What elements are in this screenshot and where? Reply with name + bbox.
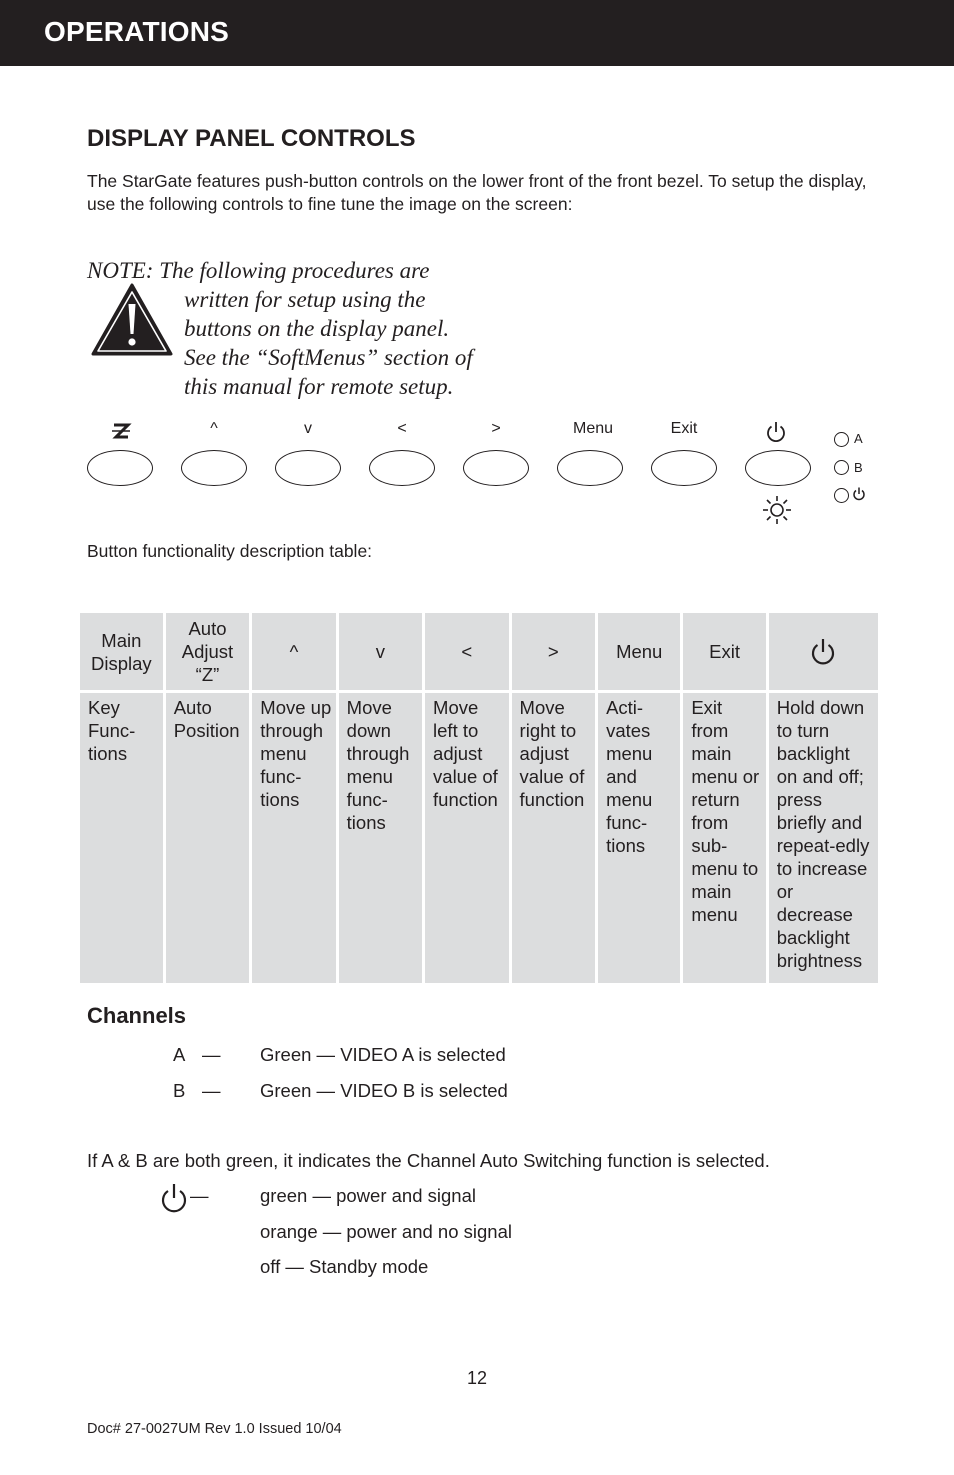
section-title: DISPLAY PANEL CONTROLS (87, 125, 416, 152)
power-status-line: green — power and signal (260, 1185, 476, 1206)
table-cell: Hold down to turn backlight on and off; press briefly and repeat-edly to increase or decrease backlight brightness (769, 693, 878, 983)
table-cell: Auto Position (166, 693, 250, 983)
table-cell: Move down through menu func-tions (339, 693, 422, 983)
header-bar (0, 0, 954, 66)
table-header-cell: Exit (683, 613, 765, 690)
left-button[interactable] (369, 450, 435, 486)
channel-key: A (173, 1044, 186, 1065)
power-button[interactable] (745, 450, 811, 486)
note-line: NOTE: The following procedures are (87, 258, 430, 283)
channel-dash: — (202, 1080, 221, 1101)
note-line: this manual for remote setup. (184, 374, 454, 399)
note-line: buttons on the display panel. (184, 316, 450, 341)
power-icon (160, 1182, 188, 1214)
brightness-icon (762, 495, 792, 525)
led-power (834, 488, 849, 503)
table-cell: Key Func-tions (80, 693, 163, 983)
button-label-right: > (491, 420, 501, 437)
table-cell: Exit from main menu or return from sub-menu to main menu (683, 693, 765, 983)
table-header-cell: Menu (598, 613, 680, 690)
button-function-table (77, 610, 881, 986)
led-b-label: B (854, 460, 863, 475)
table-header-power-cell (769, 613, 878, 690)
auto-adjust-button[interactable] (87, 450, 153, 486)
table-header-cell: Main Display (80, 613, 163, 690)
power-status-line: off — Standby mode (260, 1256, 429, 1277)
table-header-row (80, 613, 878, 690)
table-cell: Acti-vates menu and menu func-tions (598, 693, 680, 983)
intro-paragraph: The StarGate features push-button controls on the lower front of the front bezel. To setup the display, use the following controls to fine tune the image on the screen: (87, 171, 867, 214)
channel-desc: Green — VIDEO A is selected (260, 1044, 506, 1065)
table-header-cell: ^ (252, 613, 335, 690)
channels-title: Channels (87, 1003, 187, 1028)
button-label-up: ^ (210, 420, 218, 437)
channel-desc: Green — VIDEO B is selected (260, 1080, 508, 1101)
channel-dash: — (202, 1044, 221, 1065)
power-icon (765, 420, 787, 444)
button-label-menu: Menu (572, 420, 614, 437)
table-row (80, 693, 878, 983)
auto-adjust-icon (110, 420, 132, 442)
page-number: 12 (466, 1368, 488, 1388)
table-header-cell: Auto Adjust “Z” (166, 613, 250, 690)
table-header-cell: > (512, 613, 596, 690)
led-a (834, 432, 849, 447)
auto-switch-note: If A & B are both green, it indicates the Channel Auto Switching function is selected. (87, 1150, 770, 1171)
table-cell: Move left to adjust value of function (425, 693, 509, 983)
button-label-down: v (304, 420, 312, 437)
table-header-cell: v (339, 613, 422, 690)
table-cell: Move right to adjust value of function (512, 693, 596, 983)
button-label-exit: Exit (670, 420, 698, 437)
led-a-label: A (854, 431, 863, 446)
power-dash: — (190, 1185, 209, 1206)
table-caption: Button functionality description table: (87, 541, 373, 561)
table-header-cell: < (425, 613, 509, 690)
note-line: written for setup using the (184, 287, 426, 312)
channel-key: B (173, 1080, 186, 1101)
note-line: See the “SoftMenus” section of (184, 345, 473, 370)
header-title: OPERATIONS (44, 16, 230, 47)
led-b (834, 460, 849, 475)
menu-button[interactable] (557, 450, 623, 486)
up-button[interactable] (181, 450, 247, 486)
document-id: Doc# 27-0027UM Rev 1.0 Issued 10/04 (87, 1421, 342, 1437)
right-button[interactable] (463, 450, 529, 486)
power-icon (852, 486, 866, 502)
down-button[interactable] (275, 450, 341, 486)
setup-note (87, 256, 473, 401)
button-label-left: < (397, 420, 407, 437)
power-icon (810, 637, 836, 667)
power-status-line: orange — power and no signal (260, 1221, 512, 1242)
exit-button[interactable] (651, 450, 717, 486)
table-cell: Move up through menu func-tions (252, 693, 335, 983)
